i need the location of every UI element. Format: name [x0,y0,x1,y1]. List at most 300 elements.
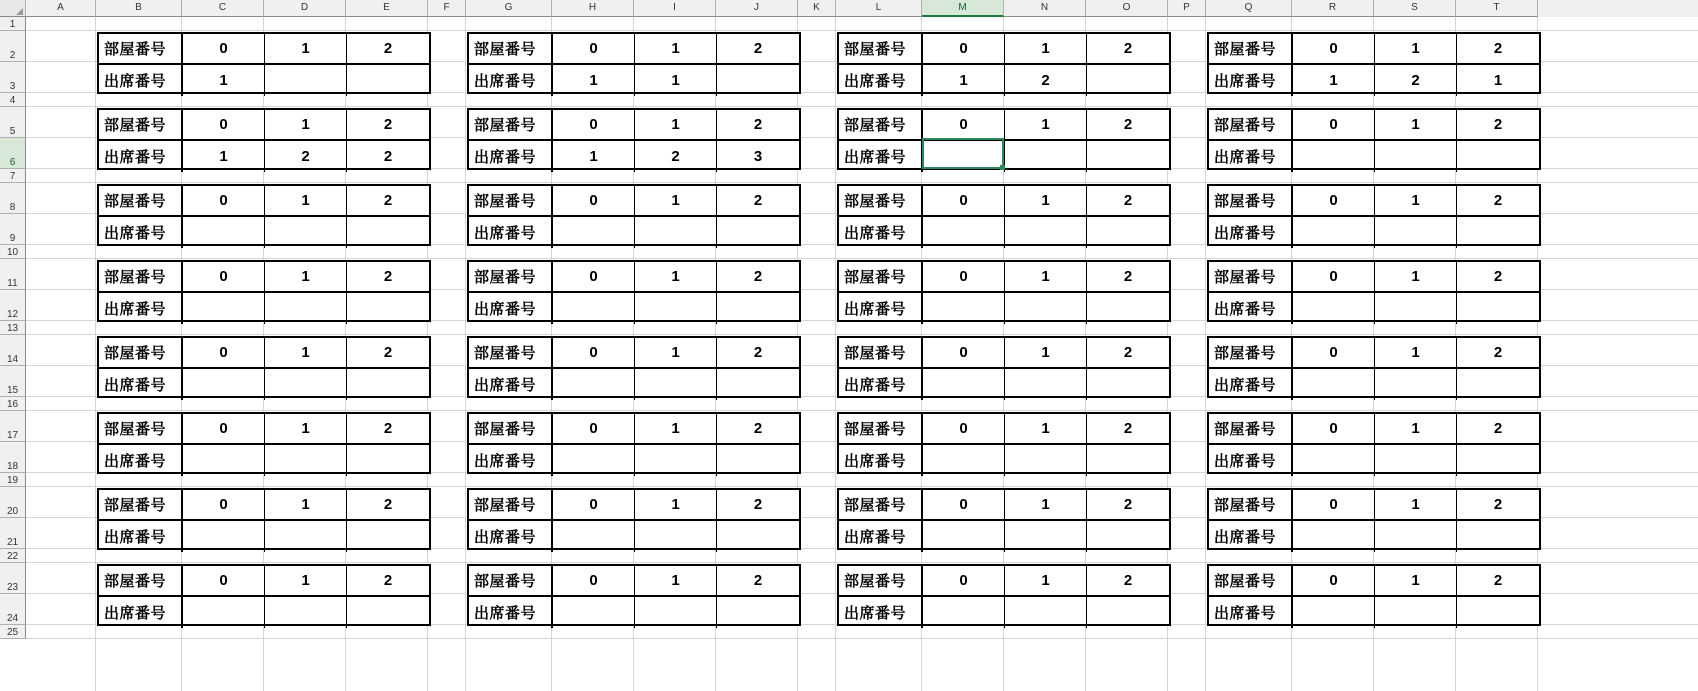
row-header-9[interactable]: 9 [0,214,26,245]
room-number-value-cell[interactable]: 1 [1005,262,1087,291]
room-number-label[interactable]: 部屋番号 [1209,414,1293,443]
attendance-number-value-cell[interactable] [717,445,799,476]
attendance-number-value-cell[interactable]: 2 [635,141,717,172]
attendance-number-value-cell[interactable] [923,141,1005,172]
attendance-number-value-cell[interactable] [1457,445,1539,476]
column-header-m[interactable]: M [922,0,1004,17]
room-number-value-cell[interactable]: 0 [183,338,265,367]
attendance-number-value-cell[interactable] [635,369,717,400]
attendance-number-value-cell[interactable] [1375,369,1457,400]
attendance-number-value-cell[interactable] [1293,369,1375,400]
column-header-c[interactable]: C [182,0,264,17]
attendance-number-label[interactable]: 出席番号 [839,521,923,552]
room-number-value-cell[interactable]: 1 [1005,110,1087,139]
room-number-label[interactable]: 部屋番号 [469,34,553,63]
room-number-value-cell[interactable]: 1 [635,338,717,367]
room-number-value-cell[interactable]: 1 [265,414,347,443]
attendance-number-value-cell[interactable] [183,217,265,248]
attendance-number-label[interactable]: 出席番号 [839,445,923,476]
attendance-number-value-cell[interactable]: 1 [183,65,265,96]
attendance-number-label[interactable]: 出席番号 [839,65,923,96]
attendance-number-value-cell[interactable] [347,217,429,248]
room-number-value-cell[interactable]: 0 [553,262,635,291]
attendance-number-label[interactable]: 出席番号 [1209,445,1293,476]
room-number-value-cell[interactable]: 2 [1493,344,1503,361]
attendance-number-label[interactable]: 出席番号 [99,293,183,324]
room-number-label[interactable]: 部屋番号 [1209,338,1293,367]
column-header-q[interactable]: Q [1206,0,1292,17]
attendance-number-value-cell[interactable]: 1 [923,65,1005,96]
room-number-value-cell[interactable]: 0 [923,34,1005,63]
attendance-number-label[interactable]: 出席番号 [99,217,183,248]
room-number-label[interactable]: 部屋番号 [839,490,923,519]
room-number-value-cell[interactable]: 1 [1005,34,1087,63]
attendance-number-value-cell[interactable] [1457,597,1539,628]
room-number-value-cell[interactable]: 1 [635,34,717,63]
row-header-1[interactable]: 1 [0,17,26,31]
room-number-value-cell[interactable]: 0 [1293,262,1375,291]
attendance-number-value-cell[interactable] [635,293,717,324]
room-number-value-cell[interactable]: 2 [1493,40,1503,57]
attendance-number-label[interactable]: 出席番号 [1209,141,1293,172]
row-header-21[interactable]: 21 [0,518,26,549]
row-header-22[interactable]: 22 [0,549,26,563]
row-header-6[interactable]: 6 [0,138,26,169]
room-number-label[interactable]: 部屋番号 [839,186,923,215]
room-number-label[interactable]: 部屋番号 [99,262,183,291]
room-number-label[interactable]: 部屋番号 [1209,110,1293,139]
room-number-value-cell[interactable]: 1 [1005,566,1087,595]
row-header-4[interactable]: 4 [0,93,26,107]
room-number-value-cell[interactable]: 0 [553,186,635,215]
row-header-14[interactable]: 14 [0,335,26,366]
room-number-value-cell[interactable]: 2 [383,420,393,437]
attendance-number-value-cell[interactable] [553,597,635,628]
column-header-h[interactable]: H [552,0,634,17]
column-header-s[interactable]: S [1374,0,1456,17]
row-header-7[interactable]: 7 [0,169,26,183]
row-header-16[interactable]: 16 [0,397,26,411]
room-number-value-cell[interactable]: 0 [923,262,1005,291]
column-header-n[interactable]: N [1004,0,1086,17]
attendance-number-value-cell[interactable] [265,521,347,552]
room-number-value-cell[interactable]: 0 [183,490,265,519]
room-number-value-cell[interactable]: 1 [1005,414,1087,443]
attendance-number-label[interactable]: 出席番号 [1209,217,1293,248]
room-number-value-cell[interactable]: 1 [265,490,347,519]
room-number-value-cell[interactable]: 0 [923,414,1005,443]
room-number-value-cell[interactable]: 2 [1123,344,1133,361]
room-number-value-cell[interactable]: 1 [265,566,347,595]
attendance-number-label[interactable]: 出席番号 [1209,369,1293,400]
attendance-number-value-cell[interactable] [717,521,799,552]
column-header-k[interactable]: K [798,0,836,17]
attendance-number-value-cell[interactable] [1087,293,1169,324]
room-number-label[interactable]: 部屋番号 [469,262,553,291]
room-number-label[interactable]: 部屋番号 [839,34,923,63]
room-number-value-cell[interactable]: 0 [553,338,635,367]
room-number-value-cell[interactable]: 2 [1123,572,1133,589]
attendance-number-value-cell[interactable] [923,521,1005,552]
attendance-number-value-cell[interactable] [923,293,1005,324]
row-header-11[interactable]: 11 [0,259,26,290]
room-number-value-cell[interactable]: 2 [1493,572,1503,589]
attendance-number-label[interactable]: 出席番号 [469,521,553,552]
room-number-label[interactable]: 部屋番号 [839,414,923,443]
room-number-value-cell[interactable]: 1 [265,34,347,63]
room-number-value-cell[interactable]: 1 [1375,110,1457,139]
attendance-number-value-cell[interactable] [183,521,265,552]
room-number-value-cell[interactable]: 0 [1293,490,1375,519]
room-number-value-cell[interactable]: 2 [383,192,393,209]
attendance-number-label[interactable]: 出席番号 [99,597,183,628]
attendance-number-value-cell[interactable] [1087,369,1169,400]
room-number-value-cell[interactable]: 0 [923,338,1005,367]
room-number-label[interactable]: 部屋番号 [99,338,183,367]
attendance-number-value-cell[interactable] [347,521,429,552]
attendance-number-value-cell[interactable] [1375,141,1457,172]
attendance-number-value-cell[interactable] [1005,293,1087,324]
column-header-g[interactable]: G [466,0,552,17]
room-number-value-cell[interactable]: 1 [1375,262,1457,291]
room-number-label[interactable]: 部屋番号 [1209,186,1293,215]
attendance-number-value-cell[interactable] [1293,217,1375,248]
room-number-label[interactable]: 部屋番号 [99,490,183,519]
room-number-value-cell[interactable]: 2 [753,572,763,589]
room-number-value-cell[interactable]: 2 [753,192,763,209]
attendance-number-label[interactable]: 出席番号 [839,597,923,628]
attendance-number-value-cell[interactable] [1457,293,1539,324]
attendance-number-label[interactable]: 出席番号 [469,217,553,248]
attendance-number-label[interactable]: 出席番号 [1209,521,1293,552]
row-header-5[interactable]: 5 [0,107,26,138]
room-number-value-cell[interactable]: 1 [265,338,347,367]
attendance-number-value-cell[interactable] [1005,521,1087,552]
attendance-number-value-cell[interactable]: 1 [1293,65,1375,96]
attendance-number-value-cell[interactable] [1293,597,1375,628]
room-number-value-cell[interactable]: 0 [553,34,635,63]
room-number-label[interactable]: 部屋番号 [1209,566,1293,595]
room-number-label[interactable]: 部屋番号 [99,186,183,215]
row-header-24[interactable]: 24 [0,594,26,625]
attendance-number-value-cell[interactable] [265,65,347,96]
attendance-number-value-cell[interactable] [1375,293,1457,324]
room-number-value-cell[interactable]: 2 [1123,192,1133,209]
column-header-b[interactable]: B [96,0,182,17]
room-number-value-cell[interactable]: 1 [265,186,347,215]
room-number-value-cell[interactable]: 0 [923,566,1005,595]
attendance-number-value-cell[interactable] [1293,141,1375,172]
room-number-value-cell[interactable]: 0 [923,490,1005,519]
attendance-number-value-cell[interactable]: 1 [635,65,717,96]
room-number-value-cell[interactable]: 0 [1293,414,1375,443]
row-header-23[interactable]: 23 [0,563,26,594]
room-number-value-cell[interactable]: 1 [1375,490,1457,519]
room-number-label[interactable]: 部屋番号 [99,414,183,443]
attendance-number-value-cell[interactable] [717,293,799,324]
room-number-label[interactable]: 部屋番号 [839,566,923,595]
room-number-value-cell[interactable]: 2 [1493,420,1503,437]
row-header-17[interactable]: 17 [0,411,26,442]
room-number-value-cell[interactable]: 2 [1493,496,1503,513]
attendance-number-value-cell[interactable] [923,597,1005,628]
room-number-value-cell[interactable]: 0 [1293,338,1375,367]
room-number-value-cell[interactable]: 1 [1375,34,1457,63]
room-number-value-cell[interactable]: 1 [1005,490,1087,519]
room-number-value-cell[interactable]: 2 [1123,268,1133,285]
attendance-number-label[interactable]: 出席番号 [99,369,183,400]
attendance-number-label[interactable]: 出席番号 [469,369,553,400]
select-all-corner[interactable] [0,0,26,17]
room-number-value-cell[interactable]: 0 [1293,110,1375,139]
room-number-value-cell[interactable]: 2 [383,496,393,513]
room-number-value-cell[interactable]: 2 [753,40,763,57]
room-number-label[interactable]: 部屋番号 [839,262,923,291]
attendance-number-value-cell[interactable] [265,597,347,628]
attendance-number-value-cell[interactable] [1005,217,1087,248]
attendance-number-value-cell[interactable] [1293,445,1375,476]
attendance-number-value-cell[interactable] [635,521,717,552]
attendance-number-value-cell[interactable] [1087,141,1169,172]
attendance-number-label[interactable]: 出席番号 [99,445,183,476]
room-number-value-cell[interactable]: 2 [753,116,763,133]
attendance-number-value-cell[interactable] [635,445,717,476]
room-number-value-cell[interactable]: 1 [635,490,717,519]
attendance-number-value-cell[interactable] [1293,293,1375,324]
attendance-number-value-cell[interactable] [1005,369,1087,400]
attendance-number-label[interactable]: 出席番号 [469,597,553,628]
room-number-value-cell[interactable]: 2 [753,268,763,285]
attendance-number-value-cell[interactable] [717,217,799,248]
column-header-l[interactable]: L [836,0,922,17]
attendance-number-value-cell[interactable] [1375,597,1457,628]
room-number-value-cell[interactable]: 2 [383,268,393,285]
attendance-number-value-cell[interactable]: 2 [1375,65,1457,96]
room-number-label[interactable]: 部屋番号 [469,414,553,443]
attendance-number-value-cell[interactable]: 2 [1005,65,1087,96]
room-number-value-cell[interactable]: 0 [1293,186,1375,215]
row-header-12[interactable]: 12 [0,290,26,321]
attendance-number-value-cell[interactable] [553,217,635,248]
room-number-value-cell[interactable]: 1 [1375,338,1457,367]
attendance-number-value-cell[interactable] [183,369,265,400]
column-header-j[interactable]: J [716,0,798,17]
row-header-3[interactable]: 3 [0,62,26,93]
attendance-number-value-cell[interactable] [1005,445,1087,476]
room-number-label[interactable]: 部屋番号 [839,338,923,367]
attendance-number-value-cell[interactable] [635,597,717,628]
room-number-value-cell[interactable]: 2 [753,496,763,513]
attendance-number-label[interactable]: 出席番号 [1209,597,1293,628]
room-number-value-cell[interactable]: 1 [1375,414,1457,443]
attendance-number-value-cell[interactable] [1457,521,1539,552]
room-number-value-cell[interactable]: 2 [383,116,393,133]
room-number-value-cell[interactable]: 1 [635,414,717,443]
room-number-label[interactable]: 部屋番号 [1209,262,1293,291]
attendance-number-label[interactable]: 出席番号 [839,217,923,248]
attendance-number-label[interactable]: 出席番号 [469,65,553,96]
room-number-value-cell[interactable]: 0 [553,414,635,443]
room-number-label[interactable]: 部屋番号 [1209,34,1293,63]
room-number-value-cell[interactable]: 1 [265,110,347,139]
room-number-value-cell[interactable]: 0 [183,34,265,63]
attendance-number-label[interactable]: 出席番号 [99,141,183,172]
attendance-number-value-cell[interactable] [183,597,265,628]
room-number-label[interactable]: 部屋番号 [99,34,183,63]
attendance-number-value-cell[interactable] [1375,445,1457,476]
attendance-number-value-cell[interactable] [1087,597,1169,628]
attendance-number-value-cell[interactable] [1457,217,1539,248]
attendance-number-value-cell[interactable] [265,217,347,248]
attendance-number-value-cell[interactable] [1087,445,1169,476]
attendance-number-value-cell[interactable] [1375,521,1457,552]
attendance-number-value-cell[interactable] [1087,65,1169,96]
room-number-value-cell[interactable]: 1 [1005,338,1087,367]
attendance-number-value-cell[interactable] [923,445,1005,476]
attendance-number-value-cell[interactable] [553,445,635,476]
room-number-value-cell[interactable]: 2 [1123,420,1133,437]
room-number-value-cell[interactable]: 0 [1293,566,1375,595]
room-number-value-cell[interactable]: 2 [753,344,763,361]
attendance-number-value-cell[interactable]: 3 [753,148,763,165]
attendance-number-value-cell[interactable] [1457,369,1539,400]
attendance-number-value-cell[interactable] [1457,141,1539,172]
room-number-label[interactable]: 部屋番号 [469,110,553,139]
row-header-13[interactable]: 13 [0,321,26,335]
attendance-number-label[interactable]: 出席番号 [1209,293,1293,324]
room-number-value-cell[interactable]: 2 [383,40,393,57]
room-number-value-cell[interactable]: 1 [635,110,717,139]
row-header-20[interactable]: 20 [0,487,26,518]
room-number-value-cell[interactable]: 0 [553,490,635,519]
attendance-number-value-cell[interactable] [923,369,1005,400]
row-header-8[interactable]: 8 [0,183,26,214]
room-number-label[interactable]: 部屋番号 [469,490,553,519]
attendance-number-label[interactable]: 出席番号 [839,141,923,172]
room-number-value-cell[interactable]: 1 [635,186,717,215]
room-number-value-cell[interactable]: 2 [383,572,393,589]
room-number-value-cell[interactable]: 0 [183,566,265,595]
attendance-number-value-cell[interactable] [1005,597,1087,628]
attendance-number-value-cell[interactable] [553,369,635,400]
attendance-number-value-cell[interactable] [347,65,429,96]
attendance-number-label[interactable]: 出席番号 [99,521,183,552]
grid-area[interactable] [26,17,1698,691]
attendance-number-value-cell[interactable] [265,369,347,400]
room-number-value-cell[interactable]: 1 [1375,566,1457,595]
column-header-p[interactable]: P [1168,0,1206,17]
row-header-2[interactable]: 2 [0,31,26,62]
row-header-10[interactable]: 10 [0,245,26,259]
row-header-15[interactable]: 15 [0,366,26,397]
room-number-value-cell[interactable]: 2 [1493,116,1503,133]
attendance-number-value-cell[interactable] [553,293,635,324]
attendance-number-value-cell[interactable] [265,445,347,476]
room-number-value-cell[interactable]: 0 [183,262,265,291]
attendance-number-value-cell[interactable]: 1 [553,65,635,96]
attendance-number-value-cell[interactable] [1005,141,1087,172]
attendance-number-value-cell[interactable] [1375,217,1457,248]
room-number-value-cell[interactable]: 0 [923,110,1005,139]
room-number-value-cell[interactable]: 0 [183,186,265,215]
attendance-number-value-cell[interactable] [1087,521,1169,552]
attendance-number-value-cell[interactable] [183,293,265,324]
attendance-number-label[interactable]: 出席番号 [469,445,553,476]
attendance-number-label[interactable]: 出席番号 [839,369,923,400]
column-header-f[interactable]: F [428,0,466,17]
room-number-value-cell[interactable]: 1 [1375,186,1457,215]
attendance-number-value-cell[interactable] [717,369,799,400]
room-number-value-cell[interactable]: 2 [1123,116,1133,133]
attendance-number-label[interactable]: 出席番号 [839,293,923,324]
room-number-label[interactable]: 部屋番号 [1209,490,1293,519]
attendance-number-value-cell[interactable] [717,65,799,96]
attendance-number-value-cell[interactable]: 2 [265,141,347,172]
room-number-value-cell[interactable]: 0 [183,414,265,443]
attendance-number-value-cell[interactable] [635,217,717,248]
row-header-25[interactable]: 25 [0,625,26,639]
room-number-value-cell[interactable]: 1 [635,566,717,595]
room-number-label[interactable]: 部屋番号 [839,110,923,139]
attendance-number-label[interactable]: 出席番号 [469,141,553,172]
attendance-number-value-cell[interactable] [553,521,635,552]
room-number-value-cell[interactable]: 0 [1293,34,1375,63]
attendance-number-value-cell[interactable] [183,445,265,476]
room-number-label[interactable]: 部屋番号 [469,566,553,595]
attendance-number-value-cell[interactable] [265,293,347,324]
room-number-value-cell[interactable]: 1 [265,262,347,291]
attendance-number-label[interactable]: 出席番号 [1209,65,1293,96]
room-number-value-cell[interactable]: 2 [1123,496,1133,513]
row-header-19[interactable]: 19 [0,473,26,487]
column-header-i[interactable]: I [634,0,716,17]
room-number-value-cell[interactable]: 0 [923,186,1005,215]
attendance-number-value-cell[interactable] [347,445,429,476]
column-header-e[interactable]: E [346,0,428,17]
room-number-label[interactable]: 部屋番号 [469,186,553,215]
attendance-number-value-cell[interactable] [717,597,799,628]
attendance-number-value-cell[interactable]: 2 [383,148,393,165]
room-number-value-cell[interactable]: 2 [1493,268,1503,285]
attendance-number-value-cell[interactable] [347,369,429,400]
room-number-label[interactable]: 部屋番号 [99,566,183,595]
attendance-number-value-cell[interactable] [347,293,429,324]
room-number-value-cell[interactable]: 2 [1123,40,1133,57]
attendance-number-label[interactable]: 出席番号 [99,65,183,96]
room-number-value-cell[interactable]: 0 [183,110,265,139]
room-number-label[interactable]: 部屋番号 [99,110,183,139]
column-header-t[interactable]: T [1456,0,1538,17]
room-number-value-cell[interactable]: 2 [383,344,393,361]
column-header-a[interactable]: A [26,0,96,17]
attendance-number-value-cell[interactable]: 1 [1493,72,1503,89]
attendance-number-value-cell[interactable] [1293,521,1375,552]
attendance-number-value-cell[interactable]: 1 [553,141,635,172]
column-header-d[interactable]: D [264,0,346,17]
room-number-value-cell[interactable]: 0 [553,566,635,595]
attendance-number-value-cell[interactable] [1087,217,1169,248]
room-number-value-cell[interactable]: 0 [553,110,635,139]
column-header-r[interactable]: R [1292,0,1374,17]
room-number-value-cell[interactable]: 1 [1005,186,1087,215]
attendance-number-value-cell[interactable] [347,597,429,628]
room-number-value-cell[interactable]: 1 [635,262,717,291]
column-header-o[interactable]: O [1086,0,1168,17]
row-header-18[interactable]: 18 [0,442,26,473]
attendance-number-value-cell[interactable]: 1 [183,141,265,172]
room-number-value-cell[interactable]: 2 [753,420,763,437]
attendance-number-label[interactable]: 出席番号 [469,293,553,324]
